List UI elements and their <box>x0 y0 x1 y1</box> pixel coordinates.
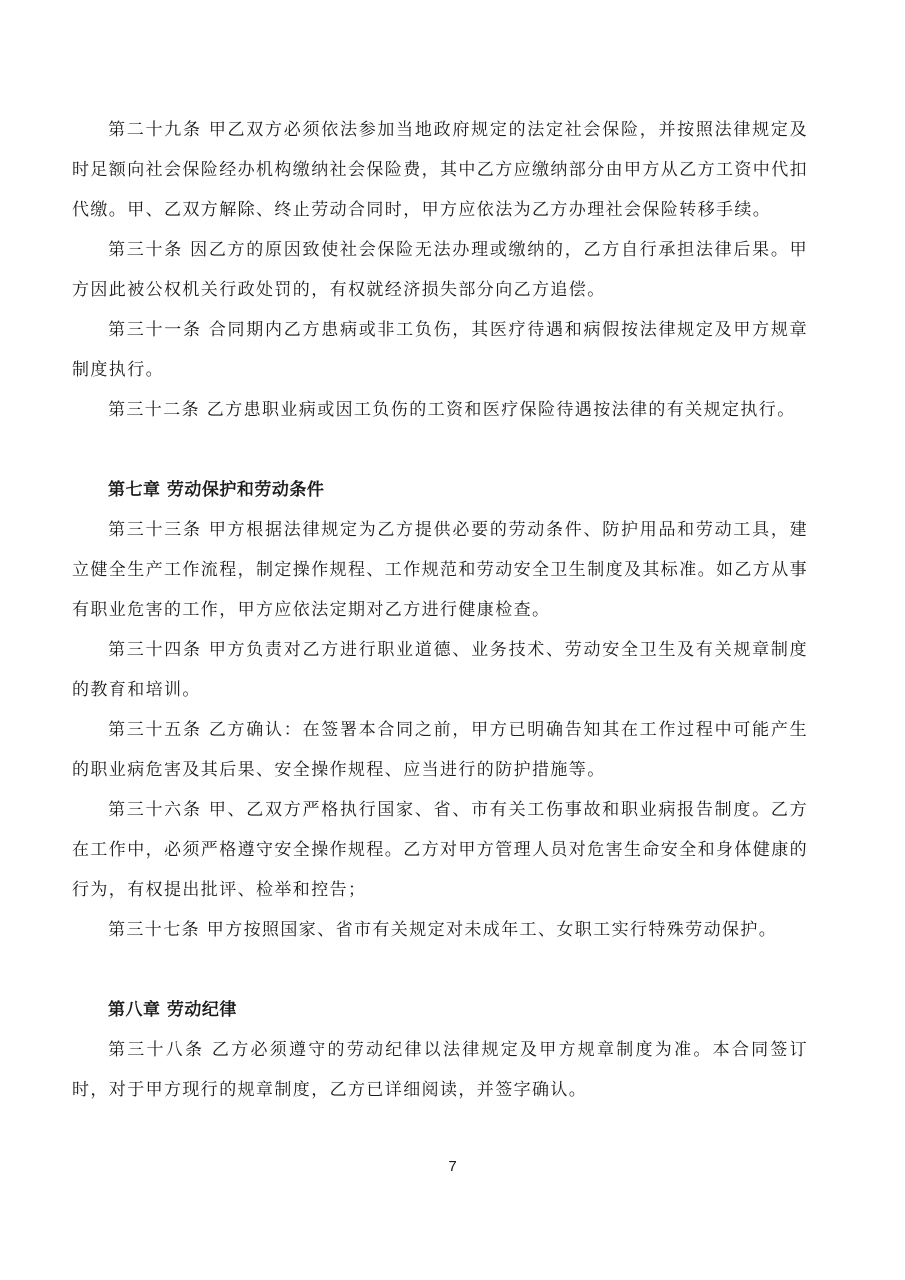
chapter-7-heading: 第七章 劳动保护和劳动条件 <box>108 480 325 500</box>
article-30: 第三十条 因乙方的原因致使社会保险无法办理或缴纳的，乙方自行承担法律后果。甲方因此被公权机关行政处罚的，有权就经济损失部分向乙方追偿。 <box>72 240 808 300</box>
article-35: 第三十五条 乙方确认：在签署本合同之前，甲方已明确告知其在工作过程中可能产生的职业病危害及其后果、安全操作规程、应当进行的防护措施等。 <box>72 720 808 780</box>
page-number: 7 <box>448 1158 457 1175</box>
chapter-8-heading: 第八章 劳动纪律 <box>108 1000 237 1020</box>
article-32: 第三十二条 乙方患职业病或因工负伤的工资和医疗保险待遇按法律的有关规定执行。 <box>108 400 796 420</box>
article-34: 第三十四条 甲方负责对乙方进行职业道德、业务技术、劳动安全卫生及有关规章制度的教育和培训。 <box>72 640 808 700</box>
article-36: 第三十六条 甲、乙双方严格执行国家、省、市有关工伤事故和职业病报告制度。乙方在工作中，必须严格遵守安全操作规程。乙方对甲方管理人员对危害生命安全和身体健康的行为，有权提出批评、检举和控告； <box>72 800 808 900</box>
section-gap <box>72 430 808 470</box>
section-gap <box>72 950 808 990</box>
page-body <box>72 110 808 1110</box>
article-38: 第三十八条 乙方必须遵守的劳动纪律以法律规定及甲方规章制度为准。本合同签订时，对于甲方现行的规章制度，乙方已详细阅读，并签字确认。 <box>72 1040 808 1100</box>
article-33: 第三十三条 甲方根据法律规定为乙方提供必要的劳动条件、防护用品和劳动工具，建立健全生产工作流程，制定操作规程、工作规范和劳动安全卫生制度及其标准。如乙方从事有职业危害的工作，甲方应依法定期对乙方进行健康检查。 <box>72 520 808 620</box>
article-29: 第二十九条 甲乙双方必须依法参加当地政府规定的法定社会保险，并按照法律规定及时足额向社会保险经办机构缴纳社会保险费，其中乙方应缴纳部分由甲方从乙方工资中代扣代缴。甲、乙双方解除、终止劳动合同时，甲方应依法为乙方办理社会保险转移手续。 <box>72 120 808 220</box>
article-37: 第三十七条 甲方按照国家、省市有关规定对未成年工、女职工实行特殊劳动保护。 <box>108 920 778 940</box>
article-31: 第三十一条 合同期内乙方患病或非工负伤，其医疗待遇和病假按法律规定及甲方规章制度执行。 <box>72 320 808 380</box>
